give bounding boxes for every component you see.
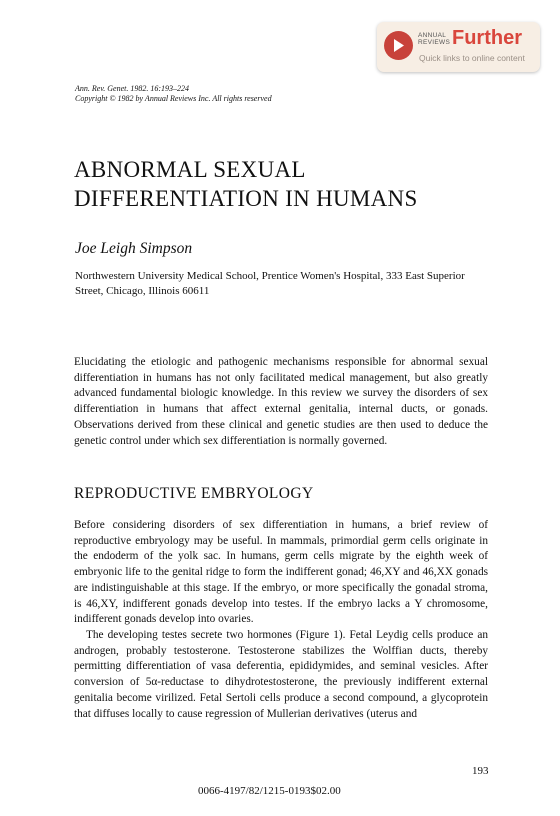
citation-copyright: Copyright © 1982 by Annual Reviews Inc. All rights reserved [75,94,272,103]
article-title [74,155,418,213]
citation [75,84,272,104]
further-logo-circle [384,31,413,60]
citation-journal: Ann. Rev. Genet. 1982. 16:193–224 [75,84,190,93]
play-icon [393,38,405,53]
reviews-text: REVIEWS [418,39,451,46]
author-name: Joe Leigh Simpson [75,240,193,257]
abstract-paragraph: Elucidating the etiologic and pathogenic mechanisms responsible for abnormal sexual differentiation in humans has not only facilitated medical management, but also greatly advanced fundamental biologic knowledge. In this review we survey the disorders of sex differentiation in humans that affect external genitalia, internal ducts, or gonads. Observations derived from these clinical and genetic studies are then used to deduce the genetic control under which sex differentiation is normally governed. [74,356,488,447]
footer-code: 0066-4197/82/1215-0193$02.00 [198,785,341,797]
further-badge[interactable] [377,22,540,72]
body-paragraph-1: Before considering disorders of sex differentiation in humans, a brief review of reproductive embryology may be useful. In mammals, primordial germ cells originate in the endoderm of the yolk sac. In humans, germ cells migrate by the eighth week of embryonic life to the genital ridge to form the indifferent gonad; 46,XY and 46,XX gonads are indistinguishable at this stage. If the embryo, or more specifically the gonadal stroma, is 46,XY, indifferent gonads develop into testes. If the embryo lacks a Y chromosome, indifferent gonads develop into ovaries. [74,519,488,626]
page-number: 193 [472,765,489,777]
body-paragraph-2: The developing testes secrete two hormones (Figure 1). Fetal Leydig cells produce an androgen, probably testosterone. Testosterone stabilizes the Wolffian ducts, thereby permitting differentiation of vasa deferentia, epididymides, and seminal vesicles. After conversion of 5α-reductase to dihydrotestosterone, the previously indifferent external genitalia become virilized. Fetal Sertoli cells produce a second compound, a glycoprotein that diffuses locally to cause regression of Mullerian derivatives (uterus and [74,629,488,720]
further-title: Further [452,27,522,49]
author-affiliation: Northwestern University Medical School, Prentice Women's Hospital, 333 East Superior Street, Chicago, Illinois 60611 [75,270,465,297]
quick-links-text: Quick links to online content [419,53,525,63]
annual-text: ANNUAL [418,32,447,39]
article-title-line1: ABNORMAL SEXUAL [74,157,306,182]
article-title-line2: DIFFERENTIATION IN HUMANS [74,186,418,211]
section-heading: REPRODUCTIVE EMBRYOLOGY [74,485,314,502]
annual-reviews-label [418,32,450,46]
